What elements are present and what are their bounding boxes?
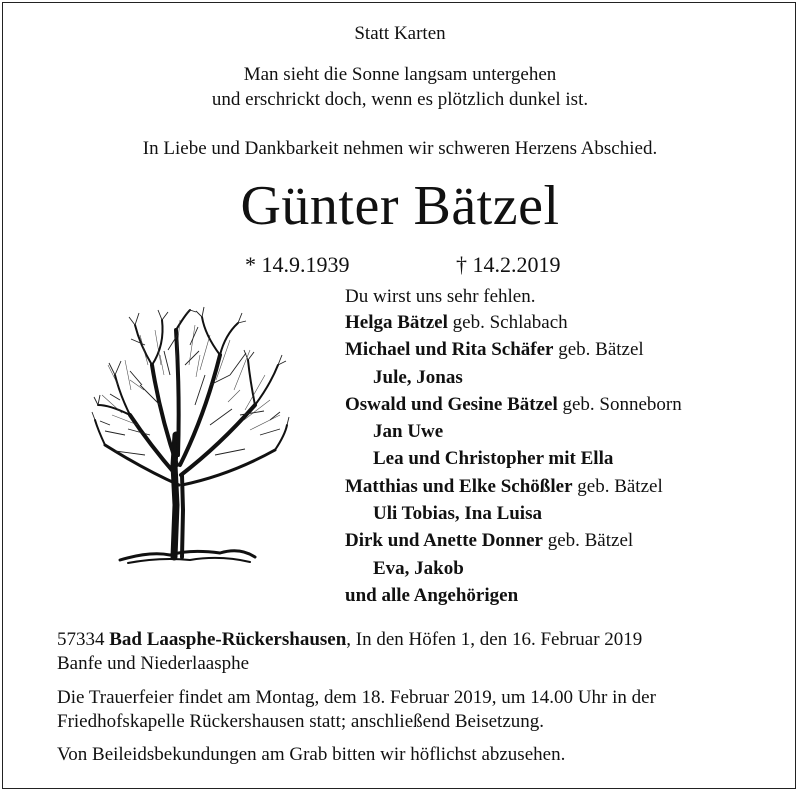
family-line: Matthias und Elke Schößler geb. Bätzel [345, 475, 663, 497]
family-line: Michael und Rita Schäfer geb. Bätzel [345, 339, 644, 361]
service-line-2: Friedhofskapelle Rückershausen statt; anschließend Beisetzung. [57, 711, 545, 732]
deceased-name: Günter Bätzel [240, 175, 560, 237]
family-line: Eva, Jakob [373, 557, 464, 579]
poem-line-2: und erschrickt doch, wenn es plötzlich dunkel ist. [211, 89, 589, 110]
family-line: Oswald und Gesine Bätzel geb. Sonneborn [345, 393, 682, 415]
family-intro: Du wirst uns sehr fehlen. [345, 286, 536, 307]
service-line-1: Die Trauerfeier findet am Montag, dem 18. Februar 2019, um 14.00 Uhr in der [57, 687, 656, 708]
tree-icon [90, 305, 290, 575]
death-date: † 14.2.2019 [456, 252, 561, 277]
address-line: 57334 Bad Laasphe-Rückershausen, In den Höfen 1, den 16. Februar 2019 [57, 629, 643, 650]
condolence-line: Von Beileidsbekundungen am Grab bitten wir höflichst abzusehen. [57, 744, 566, 765]
family-line: und alle Angehörigen [345, 584, 519, 606]
statt-karten: Statt Karten [354, 23, 446, 44]
family-line: Jan Uwe [373, 421, 444, 443]
birth-date: * 14.9.1939 [245, 252, 350, 277]
family-line: Helga Bätzel geb. Schlabach [345, 312, 568, 333]
family-line: Lea und Christopher mit Ella [373, 448, 614, 470]
family-line: Dirk und Anette Donner geb. Bätzel [345, 530, 634, 552]
family-list [345, 284, 682, 609]
places-line: Banfe und Niederlaasphe [57, 653, 250, 674]
family-line: Jule, Jonas [373, 366, 463, 388]
farewell-line: In Liebe und Dankbarkeit nehmen wir schweren Herzens Abschied. [142, 138, 658, 159]
poem-line-1: Man sieht die Sonne langsam untergehen [243, 64, 557, 85]
family-line: Uli Tobias, Ina Luisa [373, 503, 542, 525]
